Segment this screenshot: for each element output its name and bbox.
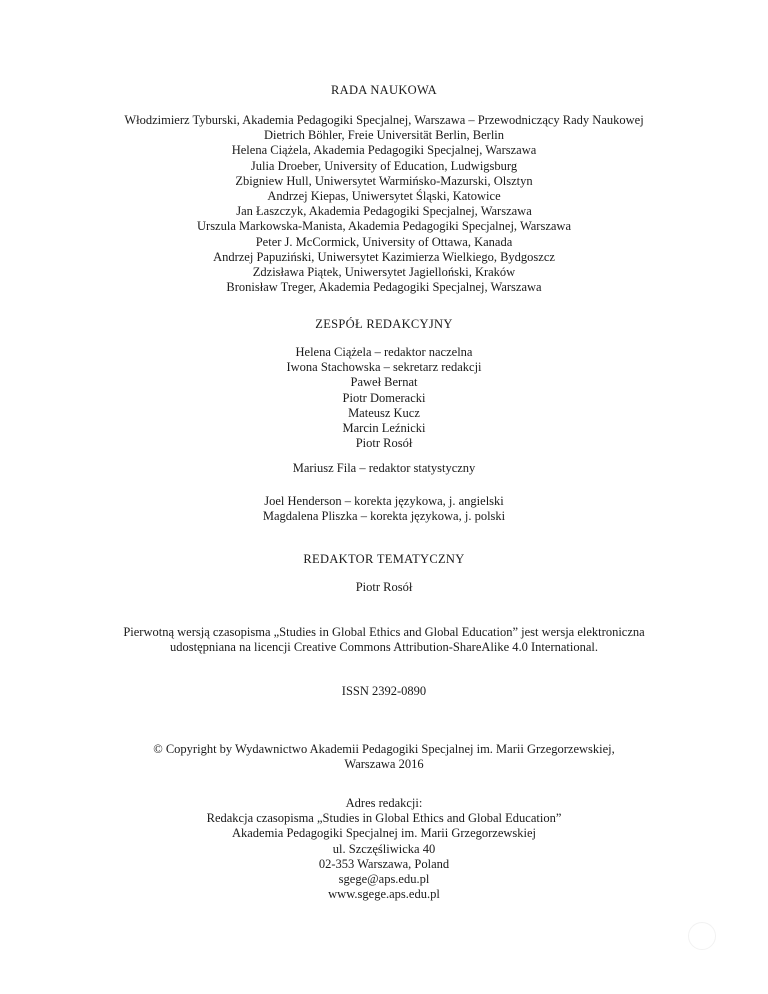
editorial-address [0, 796, 768, 902]
rada-member: Andrzej Papuziński, Uniwersytet Kazimierza Wielkiego, Bydgoszcz [213, 249, 555, 264]
address-website[interactable]: www.sgege.aps.edu.pl [328, 887, 440, 902]
rada-member: Peter J. McCormick, University of Ottawa, Kanada [255, 234, 513, 249]
rada-naukowa-list [0, 113, 768, 295]
address-line: Akademia Pedagogiki Specjalnej im. Marii Grzegorzewskiej [231, 826, 537, 841]
language-editor: Joel Henderson – korekta językowa, j. angielski [264, 494, 504, 508]
editor-member: Mateusz Kucz [348, 405, 420, 420]
redaktor-tematyczny-section [0, 551, 768, 567]
copyright-line: © Copyright by Wydawnictwo Akademii Pedagogiki Specjalnej im. Marii Grzegorzewskiej, [153, 742, 615, 756]
address-street: ul. Szczęśliwicka 40 [332, 841, 436, 856]
editor-member: Marcin Leźnicki [342, 421, 426, 436]
address-city: 02-353 Warszawa, Poland [318, 856, 450, 871]
rada-member: Zbigniew Hull, Uniwersytet Warmińsko-Mazurski, Olsztyn [235, 173, 533, 188]
editor-member: Paweł Bernat [350, 375, 418, 390]
editor-member: Iwona Stachowska – sekretarz redakcji [286, 360, 482, 375]
faint-watermark-icon [688, 922, 716, 950]
rada-member: Julia Droeber, University of Education, Ludwigsburg [250, 158, 518, 173]
thematic-editor-block [0, 580, 768, 595]
rada-member: Andrzej Kiepas, Uniwersytet Śląski, Katowice [267, 189, 501, 204]
licence-note [0, 625, 768, 655]
statistical-editor-block [0, 461, 768, 476]
address-heading: Adres redakcji: [345, 796, 423, 810]
rada-member: Jan Łaszczyk, Akademia Pedagogiki Specjalnej, Warszawa [236, 204, 532, 219]
editor-member: Helena Ciążela – redaktor naczelna [295, 345, 473, 359]
copyright-line: Warszawa 2016 [344, 757, 424, 772]
language-editors-block [0, 494, 768, 524]
licence-line: udostępniana na licencji Creative Commons Attribution-ShareAlike 4.0 International. [169, 640, 599, 655]
rada-member: Dietrich Böhler, Freie Universität Berlin, Berlin [263, 128, 505, 143]
zespol-redakcyjny-list [0, 345, 768, 451]
address-line: Redakcja czasopisma „Studies in Global Ethics and Global Education” [206, 811, 562, 826]
licence-line: Pierwotną wersją czasopisma „Studies in Global Ethics and Global Education” jest wersja elektroniczna [123, 625, 645, 639]
redaktor-tematyczny-heading: REDAKTOR TEMATYCZNY [303, 552, 465, 566]
rada-member: Zdzisława Piątek, Uniwersytet Jagielloński, Kraków [252, 265, 516, 280]
rada-naukowa-section [0, 82, 768, 98]
editor-member: Piotr Rosół [355, 436, 413, 451]
rada-naukowa-heading: RADA NAUKOWA [330, 83, 438, 97]
zespol-redakcyjny-section [0, 316, 768, 332]
issn-number: ISSN 2392-0890 [341, 684, 427, 698]
issn-block [0, 684, 768, 699]
copyright-block [0, 742, 768, 772]
rada-member: Włodzimierz Tyburski, Akademia Pedagogiki Specjalnej, Warszawa – Przewodniczący Rady Naukowej [124, 113, 644, 127]
language-editor: Magdalena Pliszka – korekta językowa, j. polski [262, 509, 506, 524]
rada-member: Helena Ciążela, Akademia Pedagogiki Specjalnej, Warszawa [231, 143, 537, 158]
rada-member: Urszula Markowska-Manista, Akademia Pedagogiki Specjalnej, Warszawa [197, 219, 571, 234]
zespol-redakcyjny-heading: ZESPÓŁ REDAKCYJNY [315, 317, 453, 331]
thematic-editor-name: Piotr Rosół [355, 580, 413, 594]
statistical-editor: Mariusz Fila – redaktor statystyczny [292, 461, 476, 475]
editor-member: Piotr Domeracki [342, 390, 426, 405]
rada-member: Bronisław Treger, Akademia Pedagogiki Specjalnej, Warszawa [226, 280, 542, 295]
address-email[interactable]: sgege@aps.edu.pl [338, 872, 430, 887]
